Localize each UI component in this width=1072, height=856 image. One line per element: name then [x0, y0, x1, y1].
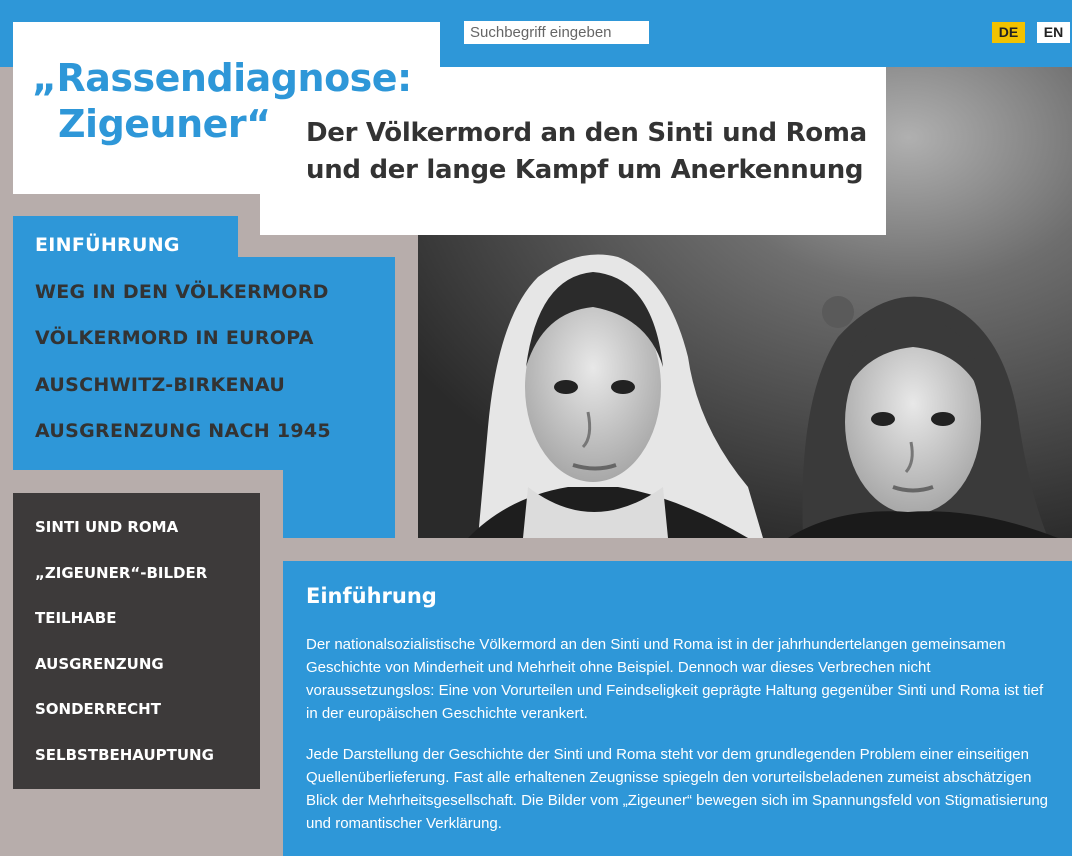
search-input[interactable]	[464, 21, 649, 44]
content-paragraph-1: Der nationalsozialistische Völkermord an den Sinti und Roma ist in der jahrhundertelangen gemeinsamen Geschichte von Minderheit und Mehrheit ohne Beispiel. Dennoch war dieses Verbrechen nicht voraussetzungslos: Eine von Vorurteilen und Feindseligkeit geprägte Haltung gegenüber Sinti und Roma ist tief in der europäischen Geschichte verankert.	[306, 636, 1044, 722]
language-de-button[interactable]: DE	[992, 22, 1025, 43]
sub-nav-item-sonderrecht[interactable]: SONDERRECHT	[35, 700, 161, 718]
page-subtitle-line2: und der lange Kampf um Anerkennung	[306, 155, 864, 185]
content-panel	[283, 561, 1072, 856]
page-title-line1: „Rassendiagnose:	[32, 56, 412, 100]
page-subtitle-line1: Der Völkermord an den Sinti und Roma	[306, 118, 867, 148]
language-en-button[interactable]: EN	[1037, 22, 1070, 43]
main-nav-item-auschwitz-birkenau[interactable]: AUSCHWITZ-BIRKENAU	[35, 373, 286, 396]
sub-nav	[35, 518, 214, 791]
content-heading: Einführung	[306, 584, 437, 608]
page-title-line2: Zigeuner“	[58, 102, 271, 146]
sub-nav-item-selbstbehauptung[interactable]: SELBSTBEHAUPTUNG	[35, 745, 214, 764]
main-nav	[35, 234, 331, 467]
content-paragraph-2: Jede Darstellung der Geschichte der Sinti und Roma steht vor dem grundlegenden Problem einer einseitigen Quellenüberlieferung. Fast alle erhaltenen Zeugnisse spiegeln den vorurteilsbeladenen zumeist abschätzigen Blick der Mehrheitsgesellschaft. Die Bilder vom „Zigeuner“ bewegen sich im Spannungsfeld von Stigmatisierung und romantischer Verklärung.	[306, 746, 1049, 832]
sub-nav-item-ausgrenzung[interactable]: AUSGRENZUNG	[35, 654, 164, 673]
main-nav-item-einfuehrung[interactable]: EINFÜHRUNG	[35, 234, 180, 256]
page-subtitle	[306, 115, 876, 189]
main-nav-item-ausgrenzung-nach-1945[interactable]: AUSGRENZUNG NACH 1945	[35, 420, 331, 442]
main-nav-item-weg-in-den-voelkermord[interactable]: WEG IN DEN VÖLKERMORD	[35, 280, 329, 303]
sub-nav-item-sinti-und-roma[interactable]: SINTI UND ROMA	[35, 518, 179, 536]
main-nav-item-voelkermord-in-europa[interactable]: VÖLKERMORD IN EUROPA	[35, 327, 314, 349]
sub-nav-item-zigeuner-bilder[interactable]: „ZIGEUNER“-BILDER	[35, 563, 208, 582]
sub-nav-item-teilhabe[interactable]: TEILHABE	[35, 609, 117, 627]
main-nav-tail-bg	[283, 468, 395, 538]
